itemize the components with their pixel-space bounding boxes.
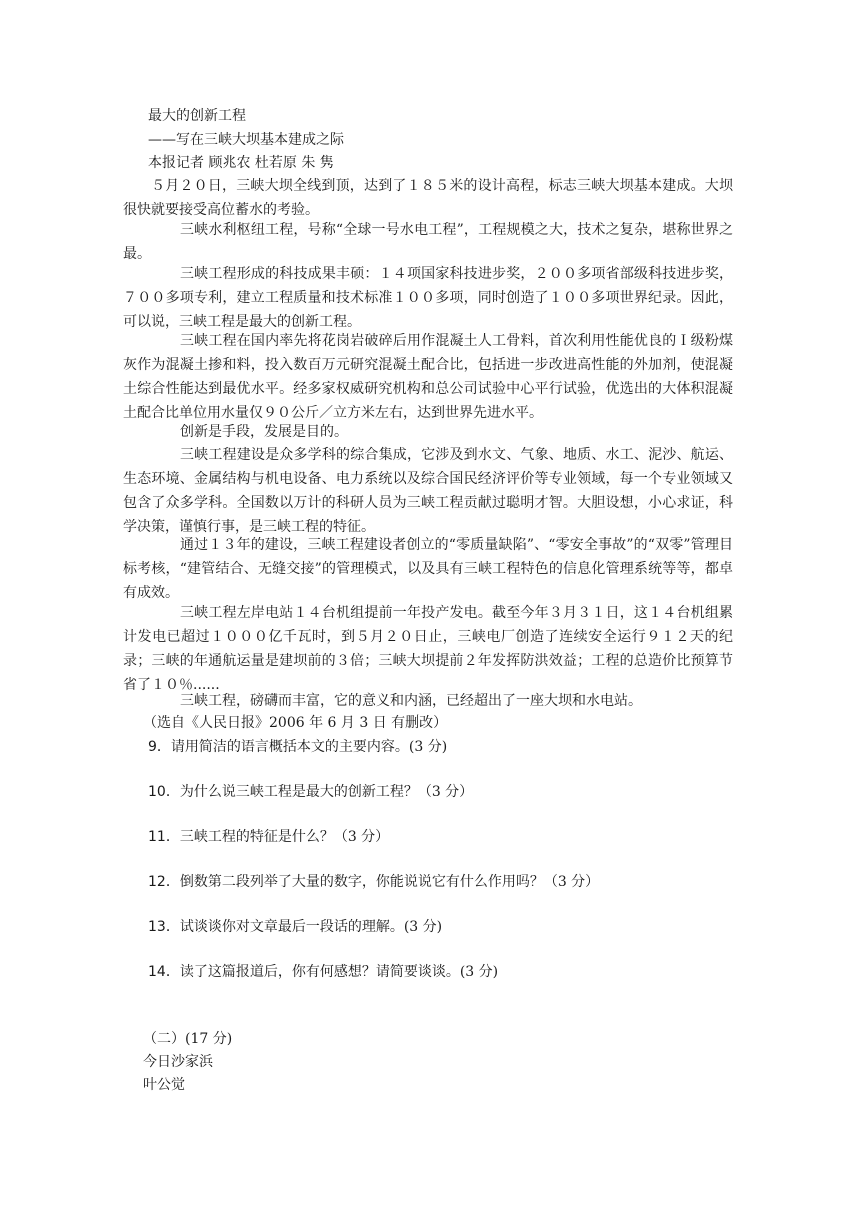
question-11 <box>148 825 389 849</box>
section-label: （二）(17 分) <box>143 1031 233 1047</box>
question-text: 三峡工程的特征是什么？（3 分） <box>179 829 390 845</box>
question-number: 9． <box>148 739 171 755</box>
paragraph-2: 三峡水利枢纽工程，号称“全球一号水电工程”，工程规模之大，技术之复杂，堪称世界之最。 <box>123 222 733 262</box>
paragraph-4: 三峡工程在国内率先将花岗岩破碎后用作混凝土人工骨料，首次利用性能优良的Ｉ级粉煤灰作为混凝土掺和料，投入数百万元研究混凝土配合比，包括进一步改进高性能的外加剂，使混凝土综合性能达到最优水平。经多家权威研究机构和总公司试验中心平行试验，优选出的大体积混凝土配合比单位用水量仅９０公斤／立方米左右，达到世界先进水平。 <box>123 333 733 421</box>
question-number: 12． <box>148 874 180 890</box>
paragraph-7: 通过１３年的建设，三峡工程建设者创立的“零质量缺陷”、“零安全事故”的“双零”管理目标考核，“建管结合、无缝交接”的管理模式，以及具有三峡工程特色的信息化管理系统等等，都卓有成效。 <box>123 537 733 601</box>
question-text: 倒数第二段列举了大量的数字，你能说说它有什么作用吗？（3 分） <box>179 874 600 890</box>
article-subtitle: ——写在三峡大坝基本建成之际 <box>148 132 344 148</box>
paragraph-9: 三峡工程，磅礴而丰富，它的意义和内涵，已经超出了一座大坝和水电站。 <box>180 693 642 709</box>
section-author: 叶公觉 <box>143 1077 185 1093</box>
question-9 <box>148 735 447 759</box>
question-number: 13． <box>148 919 180 935</box>
question-number: 14． <box>148 964 180 980</box>
paragraph-1: ５月２０日，三峡大坝全线到顶，达到了１８５米的设计高程，标志三峡大坝基本建成。大坝很快就要接受高位蓄水的考验。 <box>123 178 733 218</box>
paragraph-5: 创新是手段，发展是目的。 <box>180 424 348 440</box>
article-byline: 本报记者 顾兆农 杜若原 朱 隽 <box>148 155 334 171</box>
question-number: 10． <box>148 784 180 800</box>
section-title: 今日沙家浜 <box>143 1054 213 1070</box>
question-text: 请用简洁的语言概括本文的主要内容。(3 分) <box>170 739 448 755</box>
paragraph-3: 三峡工程形成的科技成果丰硕：１４项国家科技进步奖，２００多项省部级科技进步奖，７００多项专利，建立工程质量和技术标准１００多项，同时创造了１００多项世界纪录。因此，可以说，三峡工程是最大的创新工程。 <box>123 266 733 330</box>
question-13 <box>148 915 442 939</box>
question-12 <box>148 870 599 894</box>
question-10 <box>148 780 473 804</box>
paragraph-6: 三峡工程建设是众多学科的综合集成，它涉及到水文、气象、地质、水工、泥沙、航运、生态环境、金属结构与机电设备、电力系统以及综合国民经济评价等专业领域，每一个专业领域又包含了众多学科。全国数以万计的科研人员为三峡工程贡献过聪明才智。大胆设想，小心求证，科学决策，谨慎行事，是三峡工程的特征。 <box>123 447 733 535</box>
question-text: 试谈谈你对文章最后一段话的理解。(3 分) <box>179 919 443 935</box>
article-title: 最大的创新工程 <box>148 108 246 124</box>
question-text: 为什么说三峡工程是最大的创新工程？（3 分） <box>179 784 474 800</box>
question-14 <box>148 960 498 984</box>
question-number: 11． <box>148 829 180 845</box>
article-source: （选自《人民日报》2006 年 6 月 3 日 有删改） <box>143 715 448 731</box>
question-text: 读了这篇报道后，你有何感想？请简要谈谈。(3 分) <box>179 964 499 980</box>
paragraph-8: 三峡工程左岸电站１４台机组提前一年投产发电。截至今年３月３１日，这１４台机组累计发电已超过１０００亿千瓦时，到５月２０日止，三峡电厂创造了连续安全运行９１２天的纪录；三峡的年通航运量是建坝前的３倍；三峡大坝提前２年发挥防洪效益；工程的总造价比预算节省了１０％...... <box>123 605 733 693</box>
